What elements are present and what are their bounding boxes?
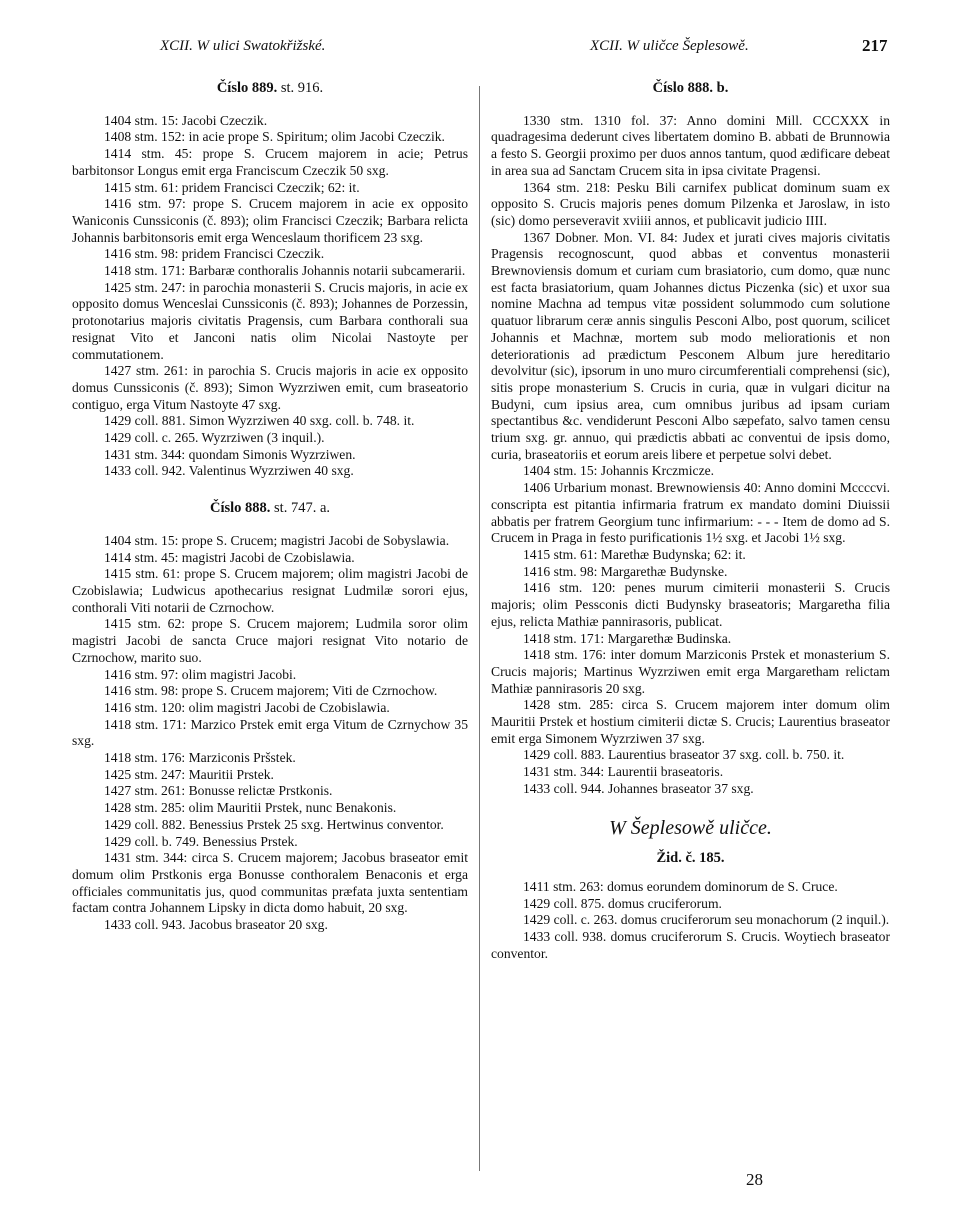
sheet-signature-number: 28 bbox=[746, 1170, 763, 1189]
record-entry: 1429 coll. 882. Benessius Prstek 25 sxg. Hertwinus conventor. bbox=[104, 816, 444, 832]
record-entry: 1427 stm. 261: in parochia S. Crucis majoris in acie ex opposito domus Cunssiconis (č. 893); Simon Wyzrziwen emit, cum braseatorio contiguo, erga Vitum Nastoyte 47 sxg. bbox=[72, 363, 468, 412]
section-heading-888b bbox=[491, 80, 890, 97]
record-entry: 1418 stm. 171: Marzico Prstek emit erga Vitum de Czrnychow 35 sxg. bbox=[72, 716, 468, 749]
record-entry: 1429 coll. 883. Laurentius braseator 37 sxg. coll. b. 750. it. bbox=[523, 747, 845, 763]
house-heading: Žid. č. 185. bbox=[656, 850, 725, 867]
record-entry: 1427 stm. 261: Bonusse relictæ Prstkonis. bbox=[104, 783, 333, 799]
page-number: 217 bbox=[862, 36, 888, 55]
section-subtitle: st. 747. a. bbox=[274, 500, 331, 517]
column-divider bbox=[479, 86, 480, 1171]
record-entry: 1433 coll. 944. Johannes braseator 37 sxg. bbox=[523, 780, 754, 796]
record-entry: 1364 stm. 218: Pesku Bili carnifex publicat dominum suam ex opposito S. Crucis majoris penes domum Pilzenka et Jaroslaw, in isto (sic) domo perseveravit xviiii annos, et publicavit judicio IIII. bbox=[491, 179, 890, 228]
record-entry: 1425 stm. 247: Mauritii Prstek. bbox=[104, 766, 274, 782]
record-entry: 1433 coll. 938. domus cruciferorum S. Crucis. Woytiech braseator conventor. bbox=[491, 929, 890, 961]
record-entry: 1428 stm. 285: circa S. Crucem majorem inter domum olim Mauritii Prstek et hostium cimiterii dictæ S. Crucis; Laurentius braseator emit erga Simonem Wyzrziwen 37 sxg. bbox=[491, 697, 890, 746]
entry-list-888b bbox=[491, 113, 890, 798]
record-entry: 1404 stm. 15: Jacobi Czeczik. bbox=[104, 112, 268, 128]
entry-list-185 bbox=[491, 879, 890, 963]
record-entry: 1416 stm. 120: olim magistri Jacobi de Czobislawia. bbox=[104, 699, 390, 715]
record-entry: 1429 coll. c. 263. domus cruciferorum seu monachorum (2 inquil.). bbox=[523, 912, 890, 928]
record-entry: 1415 stm. 61: pridem Francisci Czeczik; 62: it. bbox=[104, 179, 360, 195]
record-entry: 1428 stm. 285: olim Mauritii Prstek, nunc Benakonis. bbox=[104, 800, 397, 816]
street-title: W Šeplesowě uličce. bbox=[609, 816, 772, 839]
section-title: Číslo 889. bbox=[216, 80, 278, 96]
record-entry: 1367 Dobner. Mon. VI. 84: Judex et jurati cives majoris civitatis Pragensis recognoscunt, quod abbas et conventus monasterii Brewnoviensis domum et curiam cum brasiatorio, cum domo, quæ nunc est facta brasiatorium, quam Johannes dictus Piczenka (sic) et uxor sua nomine Machna ad tempus vitæ possident solummodo cum solutione quatuor librarum ceræ annis singulis Pesconi Albo, post quorum, scilicet Johannis et Machnæ, mortem sub modo meliorationis et non deteriorationis ad prædictum Pesconem Album jure hereditario devolvitur (sic), ipsorum in uno muro circumferentiali comprehensi (sic), sitis prope monasterium S. Crucis in curia, quæ in vulgari dicitur na Budyni, cum ipsius area, cum omnibus juribus ad ipsam curiam spectantibus &c. vendiderunt Pesconi Albo sæpefato, salvo tamen censu trium sxg. gr. annuo, qui prædictis abbati ac conventui de ipsis domo, curia, braseatoriis et eorum areis libere et perpetue solvi debet. bbox=[491, 229, 890, 462]
record-entry: 1415 stm. 61: prope S. Crucem majorem; olim magistri Jacobi de Czobislawia; Ludwicus apothecarius resignat Ludmilæ sorori ejus, conthorali Viti notarii de Czrnochow. bbox=[72, 566, 468, 615]
left-column bbox=[72, 80, 468, 934]
section-heading-888 bbox=[72, 500, 468, 517]
entry-list-888 bbox=[72, 533, 468, 934]
record-entry: 1416 stm. 97: prope S. Crucem majorem in acie ex opposito Waniconis Cunssiconis (č. 893); olim Francisci Czeczik; Barbara relicta Johannis barbitonsoris emit erga Wenceslaum thorificem 23 sxg. bbox=[72, 196, 468, 245]
running-head-left: XCII. W ulici Swatokřižské. bbox=[160, 38, 326, 54]
section-title: Číslo 888. b. bbox=[652, 80, 729, 96]
record-entry: 1414 stm. 45: prope S. Crucem majorem in acie; Petrus barbitonsor Longus emit erga Franciscum Czeczik 50 sxg. bbox=[72, 146, 468, 178]
record-entry: 1418 stm. 176: Marziconis Pršstek. bbox=[104, 750, 296, 766]
record-entry: 1431 stm. 344: Laurentii braseatoris. bbox=[523, 764, 724, 780]
record-entry: 1416 stm. 98: pridem Francisci Czeczik. bbox=[104, 246, 325, 262]
record-entry: 1433 coll. 943. Jacobus braseator 20 sxg. bbox=[104, 917, 328, 933]
record-entry: 1330 stm. 1310 fol. 37: Anno domini Mill. CCCXXX in quadragesima dederunt cives libertatem domino B. abbati de Brunnowia a festo S. Georgii proximo per duos annos tantum, quod ædificare debeat in area sua ad Sanctam Crucem sita in ipsa civitate Pragensi. bbox=[491, 112, 890, 178]
record-entry: 1418 stm. 171: Barbaræ conthoralis Johannis notarii subcamerarii. bbox=[104, 263, 466, 279]
record-entry: 1429 coll. 875. domus cruciferorum. bbox=[523, 895, 722, 911]
section-title: Číslo 888. bbox=[209, 500, 271, 517]
record-entry: 1406 Urbarium monast. Brewnowiensis 40: Anno domini Mccccvi. conscripta est pitantia infirmaria fratrum ex mandato domini Diuissii abbatis per fratrem Georgium tunc infirmarium: - - - Item de domo ad S. Crucem in Praga in festo purificationis 1½ sxg. et Jacobi 1½ sxg. bbox=[491, 480, 890, 546]
record-entry: 1418 stm. 171: Margarethæ Budinska. bbox=[523, 630, 732, 646]
record-entry: 1415 stm. 61: Marethæ Budynska; 62: it. bbox=[523, 546, 746, 562]
record-entry: 1416 stm. 98: Margarethæ Budynske. bbox=[523, 563, 728, 579]
record-entry: 1416 stm. 97: olim magistri Jacobi. bbox=[104, 666, 297, 682]
record-entry: 1431 stm. 344: quondam Simonis Wyzrziwen. bbox=[104, 446, 356, 462]
section-heading-889 bbox=[72, 80, 468, 97]
record-entry: 1433 coll. 942. Valentinus Wyzrziwen 40 sxg. bbox=[104, 463, 354, 479]
running-head-right: XCII. W uličce Šeplesowě. bbox=[590, 38, 749, 54]
record-entry: 1429 coll. c. 265. Wyzrziwen (3 inquil.). bbox=[104, 430, 325, 446]
record-entry: 1431 stm. 344: circa S. Crucem majorem; Jacobus braseator emit domum olim Prstkonis erga Bonusse conthoralem Benaconis et erga officiales communitatis jus, quod communitas præfata juxta sententiam factam contra Johannem Lipsky in dicta domo habuit, 20 sxg. bbox=[72, 850, 468, 916]
record-entry: 1415 stm. 62: prope S. Crucem majorem; Ludmila soror olim magistri Jacobi de sancta Cruce majori resignat Vito notario de Czrnochow, marito suo. bbox=[72, 616, 468, 665]
record-entry: 1411 stm. 263: domus eorundem dominorum de S. Cruce. bbox=[523, 878, 838, 894]
record-entry: 1416 stm. 98: prope S. Crucem majorem; Viti de Czrnochow. bbox=[104, 683, 438, 699]
entry-list-889 bbox=[72, 113, 468, 480]
record-entry: 1425 stm. 247: in parochia monasterii S. Crucis majoris, in acie ex opposito domus Wenceslai Cunssiconis (č. 893); Johannes de Porzessin, protonotarius majoris civitatis Pragensis, cum Barbara conthorali sua resignat Vito et Janconi natis olim Nicolai Nastoyte per commutationem. bbox=[72, 279, 468, 362]
record-entry: 1408 stm. 152: in acie prope S. Spiritum; olim Jacobi Czeczik. bbox=[104, 129, 445, 145]
right-column bbox=[491, 80, 890, 962]
record-entry: 1404 stm. 15: prope S. Crucem; magistri Jacobi de Sobyslawia. bbox=[104, 532, 450, 548]
record-entry: 1416 stm. 120: penes murum cimiterii monasterii S. Crucis majoris; olim Pessconis dicti Budynsky braseatoris; Margaretha filia ejus, relicta Mathiæ pannirasoris, publicat. bbox=[491, 580, 890, 629]
record-entry: 1429 coll. 881. Simon Wyzrziwen 40 sxg. coll. b. 748. it. bbox=[104, 413, 415, 429]
record-entry: 1404 stm. 15: Johannis Krczmicze. bbox=[523, 463, 715, 479]
section-subtitle: st. 916. bbox=[280, 80, 324, 96]
record-entry: 1418 stm. 176: inter domum Marziconis Prstek et monasterium S. Crucis majoris; Martinus Wyzrziwen emit erga Margaretham relictam Mathiæ pannirasoris 20 sxg. bbox=[491, 647, 890, 696]
record-entry: 1429 coll. b. 749. Benessius Prstek. bbox=[104, 833, 298, 849]
record-entry: 1414 stm. 45: magistri Jacobi de Czobislawia. bbox=[104, 549, 355, 565]
